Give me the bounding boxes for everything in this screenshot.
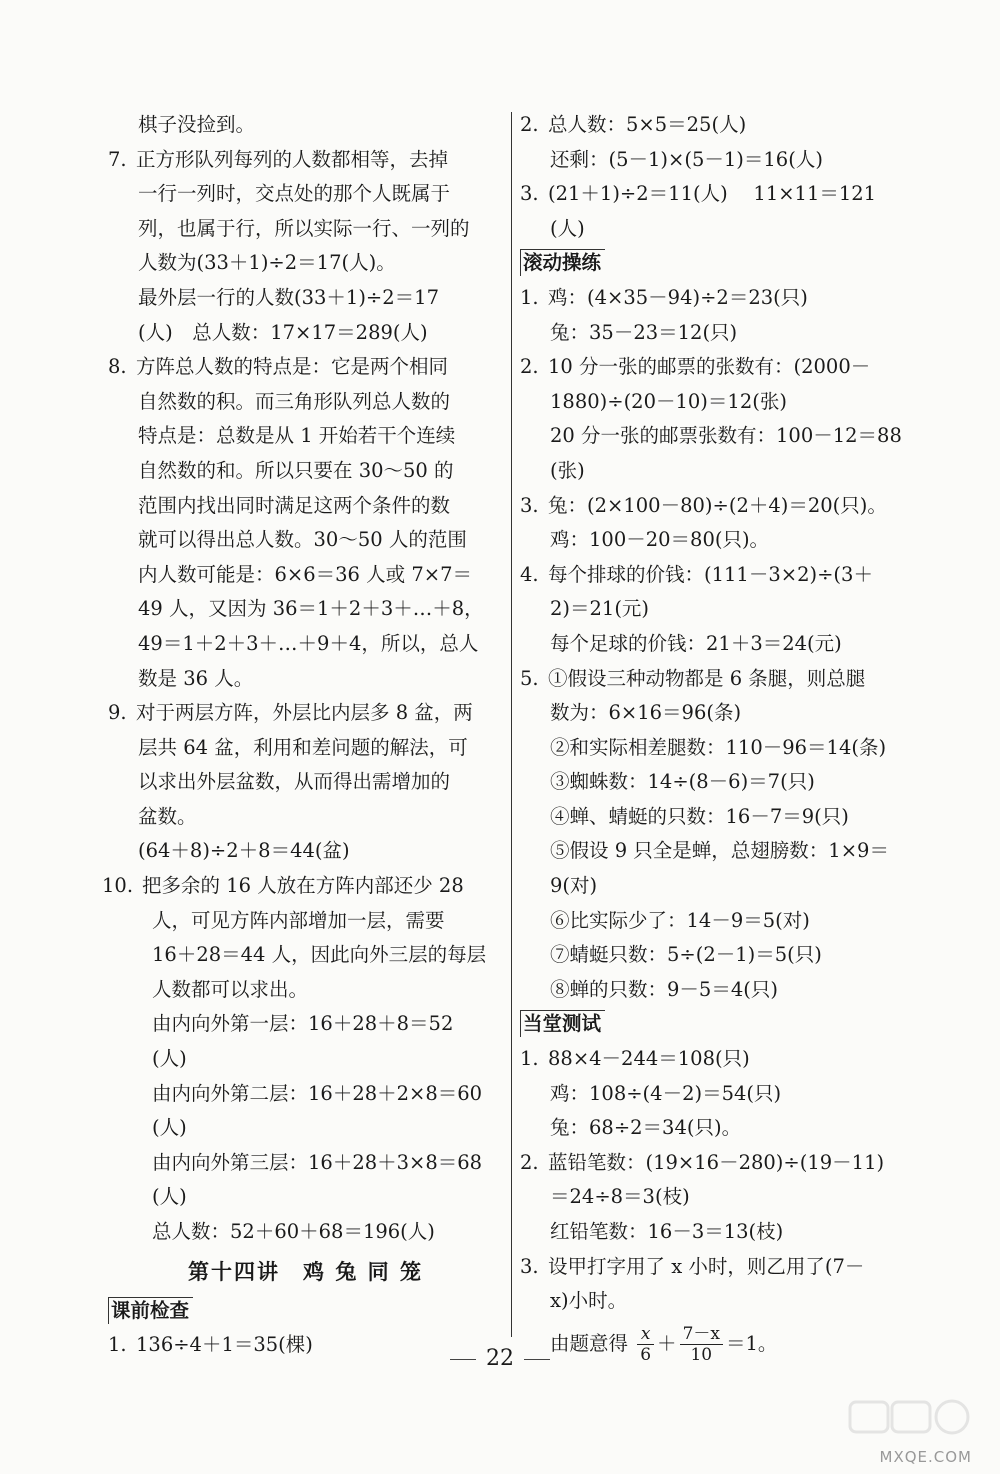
line-text: (人) xyxy=(550,216,585,240)
item-number: 3. xyxy=(520,1254,539,1278)
text-line xyxy=(108,454,503,489)
text-line xyxy=(520,765,925,800)
left-lines xyxy=(102,108,503,1250)
line-text: (人) xyxy=(152,1185,187,1209)
item-number: 2. xyxy=(520,1150,539,1174)
text-line xyxy=(108,108,503,143)
page-number: 22 xyxy=(440,1346,560,1371)
text-line xyxy=(520,904,925,939)
text-line xyxy=(108,800,503,835)
text-line xyxy=(520,1042,925,1077)
line-text: 16＋28＝44 人，因此向外三层的每层 xyxy=(152,943,487,967)
text-line xyxy=(108,904,503,939)
line-text: 自然数的积。而三角形队列总人数的 xyxy=(138,389,451,413)
text-line xyxy=(108,1180,503,1215)
line-text: 自然数的和。所以只要在 30～50 的 xyxy=(138,458,454,482)
text-line xyxy=(108,627,503,662)
item-number: 3. xyxy=(520,493,539,517)
text-line xyxy=(520,973,925,1008)
text-line xyxy=(520,385,925,420)
text-line xyxy=(108,523,503,558)
line-text: 每个排球的价钱：(111－3×2)÷(3＋ xyxy=(548,562,873,586)
right-column xyxy=(520,108,925,1369)
column-divider xyxy=(511,112,512,1337)
line-text: 内人数可能是：6×6＝36 人或 7×7＝ xyxy=(138,562,473,586)
text-line xyxy=(520,558,925,593)
text-line xyxy=(520,281,925,316)
line-text: 鸡：100－20＝80(只)。 xyxy=(550,528,770,552)
line-text: 1880)÷(20－10)＝12(张) xyxy=(550,389,787,413)
line-text: 兔：(2×100－80)÷(2＋4)＝20(只)。 xyxy=(548,493,887,517)
text-line xyxy=(520,1146,925,1181)
text-line xyxy=(520,662,925,697)
text-line xyxy=(520,523,925,558)
text-line xyxy=(108,143,503,178)
text-line xyxy=(108,662,503,697)
heading-gundong: 滚动操练 xyxy=(520,246,925,281)
list-item: 1. 136÷4＋1＝35(棵) xyxy=(108,1333,313,1357)
text-line xyxy=(520,1180,925,1215)
line-text: 列，也属于行，所以实际一行、一列的 xyxy=(138,216,470,240)
text-line xyxy=(520,212,925,247)
line-text: (人) 总人数：17×17＝289(人) xyxy=(138,320,428,344)
text-line xyxy=(108,246,503,281)
line-text: ①假设三种动物都是 6 条腿，则总腿 xyxy=(548,666,866,690)
line-text: 盆数。 xyxy=(138,804,197,828)
fraction-1: $\frac{x}{6}$ xyxy=(637,1324,654,1365)
line-text: ⑤假设 9 只全是蝉，总翅膀数：1×9＝ xyxy=(550,839,889,863)
equation-line: 由题意得 $\frac{x}{6}$ ＋ $\frac{7-x}{10}$ ＝1。 xyxy=(550,1323,778,1365)
line-text: ⑧蝉的只数：9－5＝4(只) xyxy=(550,977,778,1001)
line-text: ③蜘蛛数：14÷(8－6)＝7(只) xyxy=(550,770,815,794)
text-line xyxy=(520,143,925,178)
line-text: 鸡：108÷(4－2)＝54(只) xyxy=(550,1081,782,1105)
item-number: 1. xyxy=(520,285,539,309)
line-text: (人) xyxy=(152,1047,187,1071)
line-text: 一行一列时，交点处的那个人既属于 xyxy=(138,182,451,206)
text-line xyxy=(520,627,925,662)
text-line xyxy=(520,316,925,351)
line-text: 由内向外第一层：16＋28＋8＝52 xyxy=(152,1012,454,1036)
line-text: 最外层一行的人数(33＋1)÷2＝17 xyxy=(138,285,439,309)
line-text: 正方形队列每列的人数都相等，去掉 xyxy=(136,147,449,171)
line-text: (21＋1)÷2＝11(人) 11×11＝121 xyxy=(548,182,877,206)
line-text: 总人数：5×5＝25(人) xyxy=(548,113,747,136)
item-number: 4. xyxy=(520,562,539,586)
text-line xyxy=(520,1077,925,1112)
line-text: 由内向外第三层：16＋28＋3×8＝68 xyxy=(152,1150,483,1174)
text-line xyxy=(520,489,925,524)
line-text: 9(对) xyxy=(550,874,598,898)
text-line xyxy=(108,1146,503,1181)
text-line xyxy=(520,1250,925,1285)
text-line xyxy=(108,489,503,524)
line-text: 数是 36 人。 xyxy=(138,666,254,690)
text-line xyxy=(520,731,925,766)
text-line xyxy=(108,316,503,351)
item-number: 2. xyxy=(520,355,539,379)
line-text: ②和实际相差腿数：110－96＝14(条) xyxy=(550,735,887,759)
line-text: 数为：6×16＝96(条) xyxy=(550,701,742,725)
line-text: 层共 64 盆，利用和差问题的解法，可 xyxy=(138,735,468,759)
watermark-logo-icon xyxy=(846,1396,976,1456)
line-text: 每个足球的价钱：21＋3＝24(元) xyxy=(550,631,842,655)
line-text: ④蝉、蜻蜓的只数：16－7＝9(只) xyxy=(550,804,849,828)
text-line xyxy=(520,1215,925,1250)
line-text: (张) xyxy=(550,458,585,482)
line-text: 设甲打字用了 x 小时，则乙用了(7－ xyxy=(548,1254,865,1278)
text-line xyxy=(520,592,925,627)
right-lines-a xyxy=(520,108,925,246)
text-line xyxy=(108,592,503,627)
text-line xyxy=(108,696,503,731)
text-line xyxy=(108,419,503,454)
text-line xyxy=(108,558,503,593)
text-line xyxy=(108,385,503,420)
section-title: 第十四讲 鸡 兔 同 笼 xyxy=(188,1258,423,1284)
line-text: 49 人，又因为 36＝1＋2＋3＋…＋8， xyxy=(138,597,484,621)
line-text: 鸡：(4×35－94)÷2＝23(只) xyxy=(548,285,808,309)
text-line xyxy=(520,350,925,385)
line-text: ⑥比实际少了：14－9＝5(对) xyxy=(550,908,810,932)
item-number: 1. xyxy=(520,1047,539,1071)
text-line xyxy=(108,1111,503,1146)
text-line xyxy=(108,938,503,973)
text-line xyxy=(520,177,925,212)
line-text: 49＝1＋2＋3＋…＋9＋4，所以，总人 xyxy=(138,631,479,655)
line-text: 由内向外第二层：16＋28＋2×8＝60 xyxy=(152,1081,483,1105)
line-text: 方阵总人数的特点是：它是两个相同 xyxy=(136,355,449,379)
text-line xyxy=(520,800,925,835)
line-text: (人) xyxy=(152,1116,187,1140)
text-line xyxy=(520,938,925,973)
line-text: 88×4－244＝108(只) xyxy=(548,1047,750,1071)
watermark-text: MXQE.COM xyxy=(879,1448,972,1466)
text-line xyxy=(108,765,503,800)
text-line xyxy=(102,869,503,904)
line-text: x)小时。 xyxy=(550,1289,628,1313)
item-number: 5. xyxy=(520,666,539,690)
heading-keqian: 课前检查 xyxy=(108,1294,503,1329)
fraction-2: $\frac{7-x}{10}$ xyxy=(680,1324,723,1365)
line-text: 总人数：52＋60＋68＝196(人) xyxy=(152,1220,435,1243)
item-number: 2. xyxy=(520,113,539,136)
line-text: ⑦蜻蜓只数：5÷(2－1)＝5(只) xyxy=(550,943,822,967)
text-line xyxy=(520,108,925,143)
text-line xyxy=(520,869,925,904)
line-text: 范围内找出同时满足这两个条件的数 xyxy=(138,493,451,517)
text-line xyxy=(108,1042,503,1077)
line-text: 兔：68÷2＝34(只)。 xyxy=(550,1116,742,1140)
text-line xyxy=(520,419,925,454)
item-number: 10. xyxy=(102,874,134,898)
line-text: ＝24÷8＝3(枝) xyxy=(550,1185,690,1209)
item-number: 8. xyxy=(108,355,127,379)
line-text: 棋子没捡到。 xyxy=(138,113,256,136)
line-text: 特点是：总数是从 1 开始若干个连续 xyxy=(138,424,456,448)
line-text: 把多余的 16 人放在方阵内部还少 28 xyxy=(142,874,464,898)
line-text: 红铅笔数：16－3＝13(枝) xyxy=(550,1220,784,1243)
text-line xyxy=(108,212,503,247)
left-column xyxy=(102,108,503,1363)
line-text: 以求出外层盆数，从而得出需增加的 xyxy=(138,770,451,794)
right-lines-b xyxy=(520,281,925,1007)
text-line xyxy=(520,696,925,731)
text-line xyxy=(108,1007,503,1042)
line-text: 人，可见方阵内部增加一层，需要 xyxy=(152,908,445,932)
line-text: 2)＝21(元) xyxy=(550,597,650,621)
line-text: (64＋8)÷2＋8＝44(盆) xyxy=(138,839,350,863)
line-text: 兔：35－23＝12(只) xyxy=(550,320,738,344)
item-number: 9. xyxy=(108,701,127,725)
item-number: 7. xyxy=(108,147,127,171)
line-text: 人数都可以求出。 xyxy=(152,977,309,1001)
text-line xyxy=(108,731,503,766)
text-line xyxy=(108,1215,503,1250)
line-text: 10 分一张的邮票的张数有：(2000－ xyxy=(548,355,871,379)
text-line xyxy=(108,834,503,869)
item-number: 3. xyxy=(520,182,539,206)
line-text: 20 分一张的邮票张数有：100－12＝88 xyxy=(550,424,902,448)
right-lines-c xyxy=(520,1042,925,1319)
text-line xyxy=(108,973,503,1008)
line-text: 蓝铅笔数：(19×16－280)÷(19－11) xyxy=(548,1150,885,1174)
line-text: 还剩：(5－1)×(5－1)＝16(人) xyxy=(550,147,823,171)
line-text: 对于两层方阵，外层比内层多 8 盆，两 xyxy=(136,701,473,725)
text-line xyxy=(108,350,503,385)
text-line xyxy=(520,454,925,489)
line-text: 就可以得出总人数。30～50 人的范围 xyxy=(138,528,467,552)
heading-dangtang: 当堂测试 xyxy=(520,1007,925,1042)
text-line xyxy=(108,1077,503,1112)
text-line xyxy=(520,1111,925,1146)
text-line xyxy=(108,281,503,316)
text-line xyxy=(520,1284,925,1319)
text-line xyxy=(108,177,503,212)
line-text: 人数为(33＋1)÷2＝17(人)。 xyxy=(138,251,396,275)
text-line xyxy=(520,834,925,869)
